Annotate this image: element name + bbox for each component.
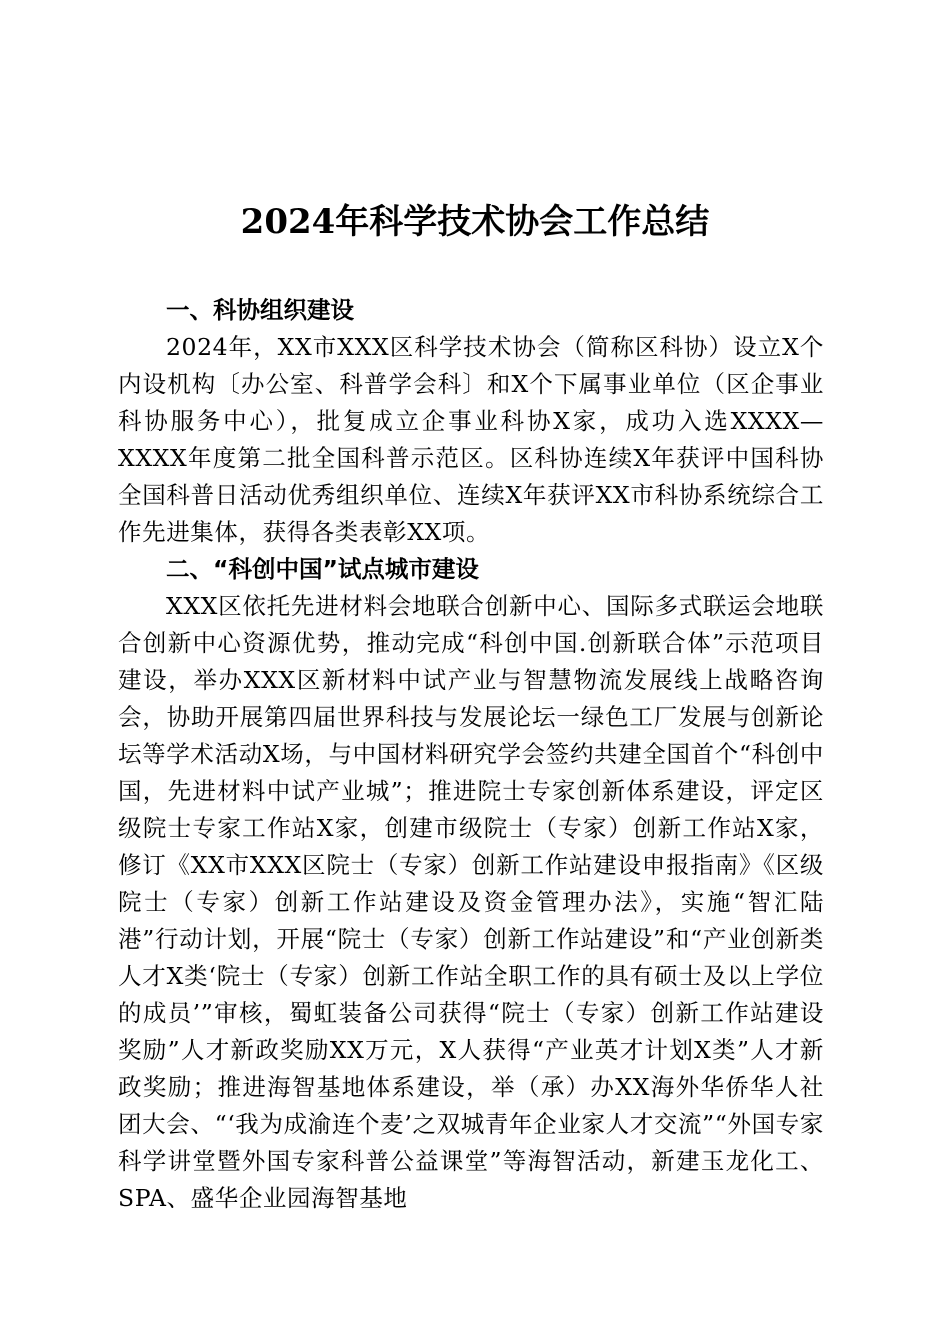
section-paragraph-pilot-city: XXX区依托先进材料会地联合创新中心、国际多式联运会地联合创新中心资源优势，推动完成“科创中国.创新联合体”示范项目建设，举办XXX区新材料中试产业与智慧物流发展线上战略咨询会，协助开展第四届世界科技与发展论坛一绿色工厂发展与创新论坛等学术活动X场，与中国材料研究学会签约共建全国首个“科创中国，先进材料中试产业城”；推进院士专家创新体系建设，评定区级院士专家工作站X家，创建市级院士（专家）创新工作站X家，修订《XX市XXX区院士（专家）创新工作站建设申报指南》《区级院士（专家）创新工作站建设及资金管理办法》，实施“智汇陆港”行动计划，开展“院士（专家）创新工作站建设”和“产业创新类人才X类‘院士（专家）创新工作站全职工作的具有硕士及以上学位的成员’”审核，蜀虹装备公司获得“院士（专家）创新工作站建设奖励”人才新政奖励XX万元，X人获得“产业英才计划X类”人才新政奖励；推进海智基地体系建设，举（承）办XX海外华侨华人社团大会、“‘我为成渝连个麦’之双城青年企业家人才交流”“外国专家科学讲堂暨外国专家科普公益课堂”等海智活动，新建玉龙化工、SPA、盛华企业园海智基地 [118, 592, 824, 1212]
document-body [118, 292, 824, 1217]
section-heading-organization: 一、科协组织建设 [166, 296, 354, 324]
section-paragraph-organization: 2024年，XX市XXX区科学技术协会（简称区科协）设立X个内设机构〔办公室、科普学会科〕和X个下属事业单位（区企事业科协服务中心），批复成立企事业科协X家，成功入选XXXX—XXXX年度第二批全国科普示范区。区科协连续X年获评中国科协全国科普日活动优秀组织单位、连续X年获评XX市科协系统综合工作先进集体，获得各类表彰XX项。 [118, 333, 824, 546]
section-heading-pilot-city: 二、“科创中国”试点城市建设 [166, 555, 479, 583]
document-title: 2024年科学技术协会工作总结 [240, 202, 710, 242]
